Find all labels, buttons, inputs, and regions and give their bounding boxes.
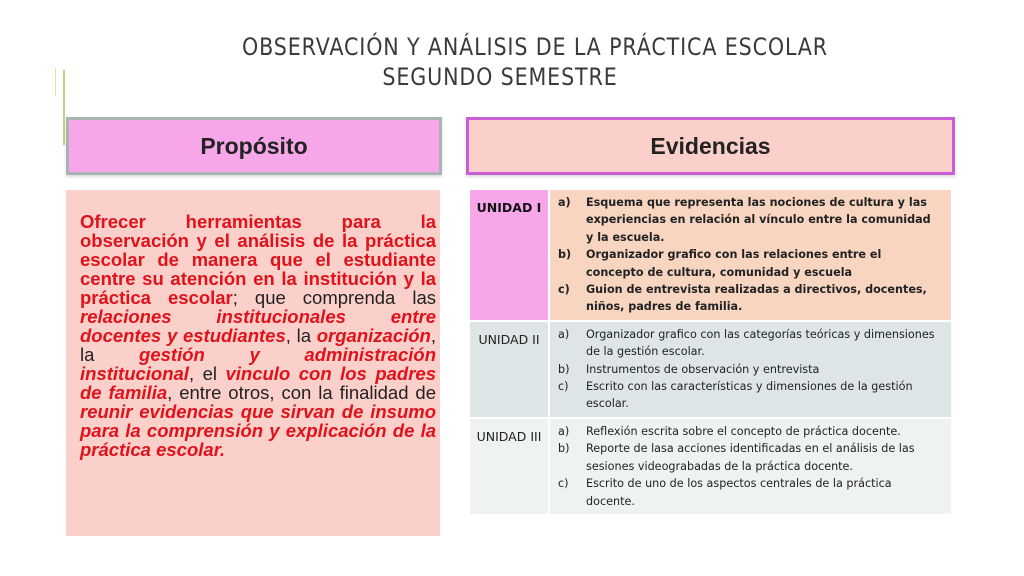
purpose-segment: ; que comprenda las (232, 287, 436, 308)
item-marker: c) (558, 477, 569, 491)
list-item (558, 423, 941, 440)
purpose-segment: , la (80, 325, 436, 365)
evidences-header (466, 117, 955, 175)
table-row (469, 189, 952, 321)
purpose-header (66, 117, 442, 175)
item-marker: a) (558, 327, 570, 341)
decorative-line (63, 70, 65, 145)
evidences-table (468, 188, 953, 516)
slide-title (242, 32, 828, 92)
items-cell (549, 321, 952, 418)
purpose-segment: , entre otros, con la finalidad de (167, 382, 436, 403)
purpose-segment: , el (188, 363, 226, 384)
item-text: Reporte de lasa acciones identificadas en el análisis de las sesiones videograbadas de la práctica docente. (586, 442, 915, 473)
item-text: Organizador grafico con las categorías teóricas y dimensiones de la gestión escolar. (586, 327, 935, 359)
item-marker: b) (558, 362, 570, 376)
title-line-1: OBSERVACIÓN Y ANÁLISIS DE LA PRÁCTICA ESCOLAR (242, 33, 828, 61)
items-cell (549, 189, 952, 321)
list-item (558, 281, 941, 316)
table-row (469, 321, 952, 418)
items-cell (549, 418, 952, 515)
purpose-segment: relaciones institucionales entre docentes y estudiantes (80, 306, 436, 346)
unit-cell: UNIDAD II (469, 321, 549, 418)
title-line-2: SEGUNDO SEMESTRE (382, 63, 618, 91)
purpose-segment: gestión y administración institucional (80, 344, 436, 384)
item-marker: a) (558, 196, 571, 209)
list-item (558, 378, 941, 413)
decorative-line (55, 68, 56, 96)
purpose-segment: , la (285, 325, 317, 346)
table-row (469, 418, 952, 515)
item-marker: c) (558, 283, 570, 297)
evidences-header-label: Evidencias (650, 132, 771, 159)
list-item (558, 475, 941, 510)
purpose-segment: vinculo con los padres de familia (80, 363, 436, 403)
unit-cell: UNIDAD III (469, 418, 549, 515)
purpose-header-label: Propósito (200, 132, 308, 159)
list-item (558, 361, 941, 378)
unit-cell: UNIDAD I (469, 189, 549, 321)
item-text: Reflexión escrita sobre el concepto de práctica docente. (586, 424, 901, 438)
list-item (558, 246, 941, 281)
item-text: Escrito con las características y dimensiones de la gestión escolar. (586, 380, 913, 411)
purpose-segment: organización (316, 325, 431, 346)
item-text: Instrumentos de observación y entrevista (586, 362, 820, 376)
item-text: Guion de entrevista realizadas a directivos, docentes, niños, padres de familia. (586, 283, 927, 314)
item-text: Esquema que representa las nociones de cultura y las experiencias en relación al vínculo entre la comunidad y la escuela. (586, 196, 931, 244)
purpose-segment: Ofrecer herramientas para la observación y el análisis de la práctica escolar de manera que el estudiante centre su atención en la institución y la práctica escolar (80, 211, 436, 308)
purpose-panel (66, 190, 440, 536)
item-text: Escrito de uno de los aspectos centrales de la práctica docente. (586, 477, 892, 508)
purpose-text (80, 212, 436, 459)
item-marker: b) (558, 442, 570, 456)
item-marker: a) (558, 424, 570, 438)
list-item (558, 194, 941, 246)
list-item (558, 440, 941, 475)
item-marker: b) (558, 248, 572, 262)
purpose-segment: reunir evidencias que sirvan de insumo para la comprensión y explicación de la práctica escolar. (80, 401, 436, 460)
item-marker: c) (558, 380, 569, 394)
list-item (558, 326, 941, 361)
item-text: Organizador grafico con las relaciones entre el concepto de cultura, comunidad y escuela (586, 248, 882, 279)
